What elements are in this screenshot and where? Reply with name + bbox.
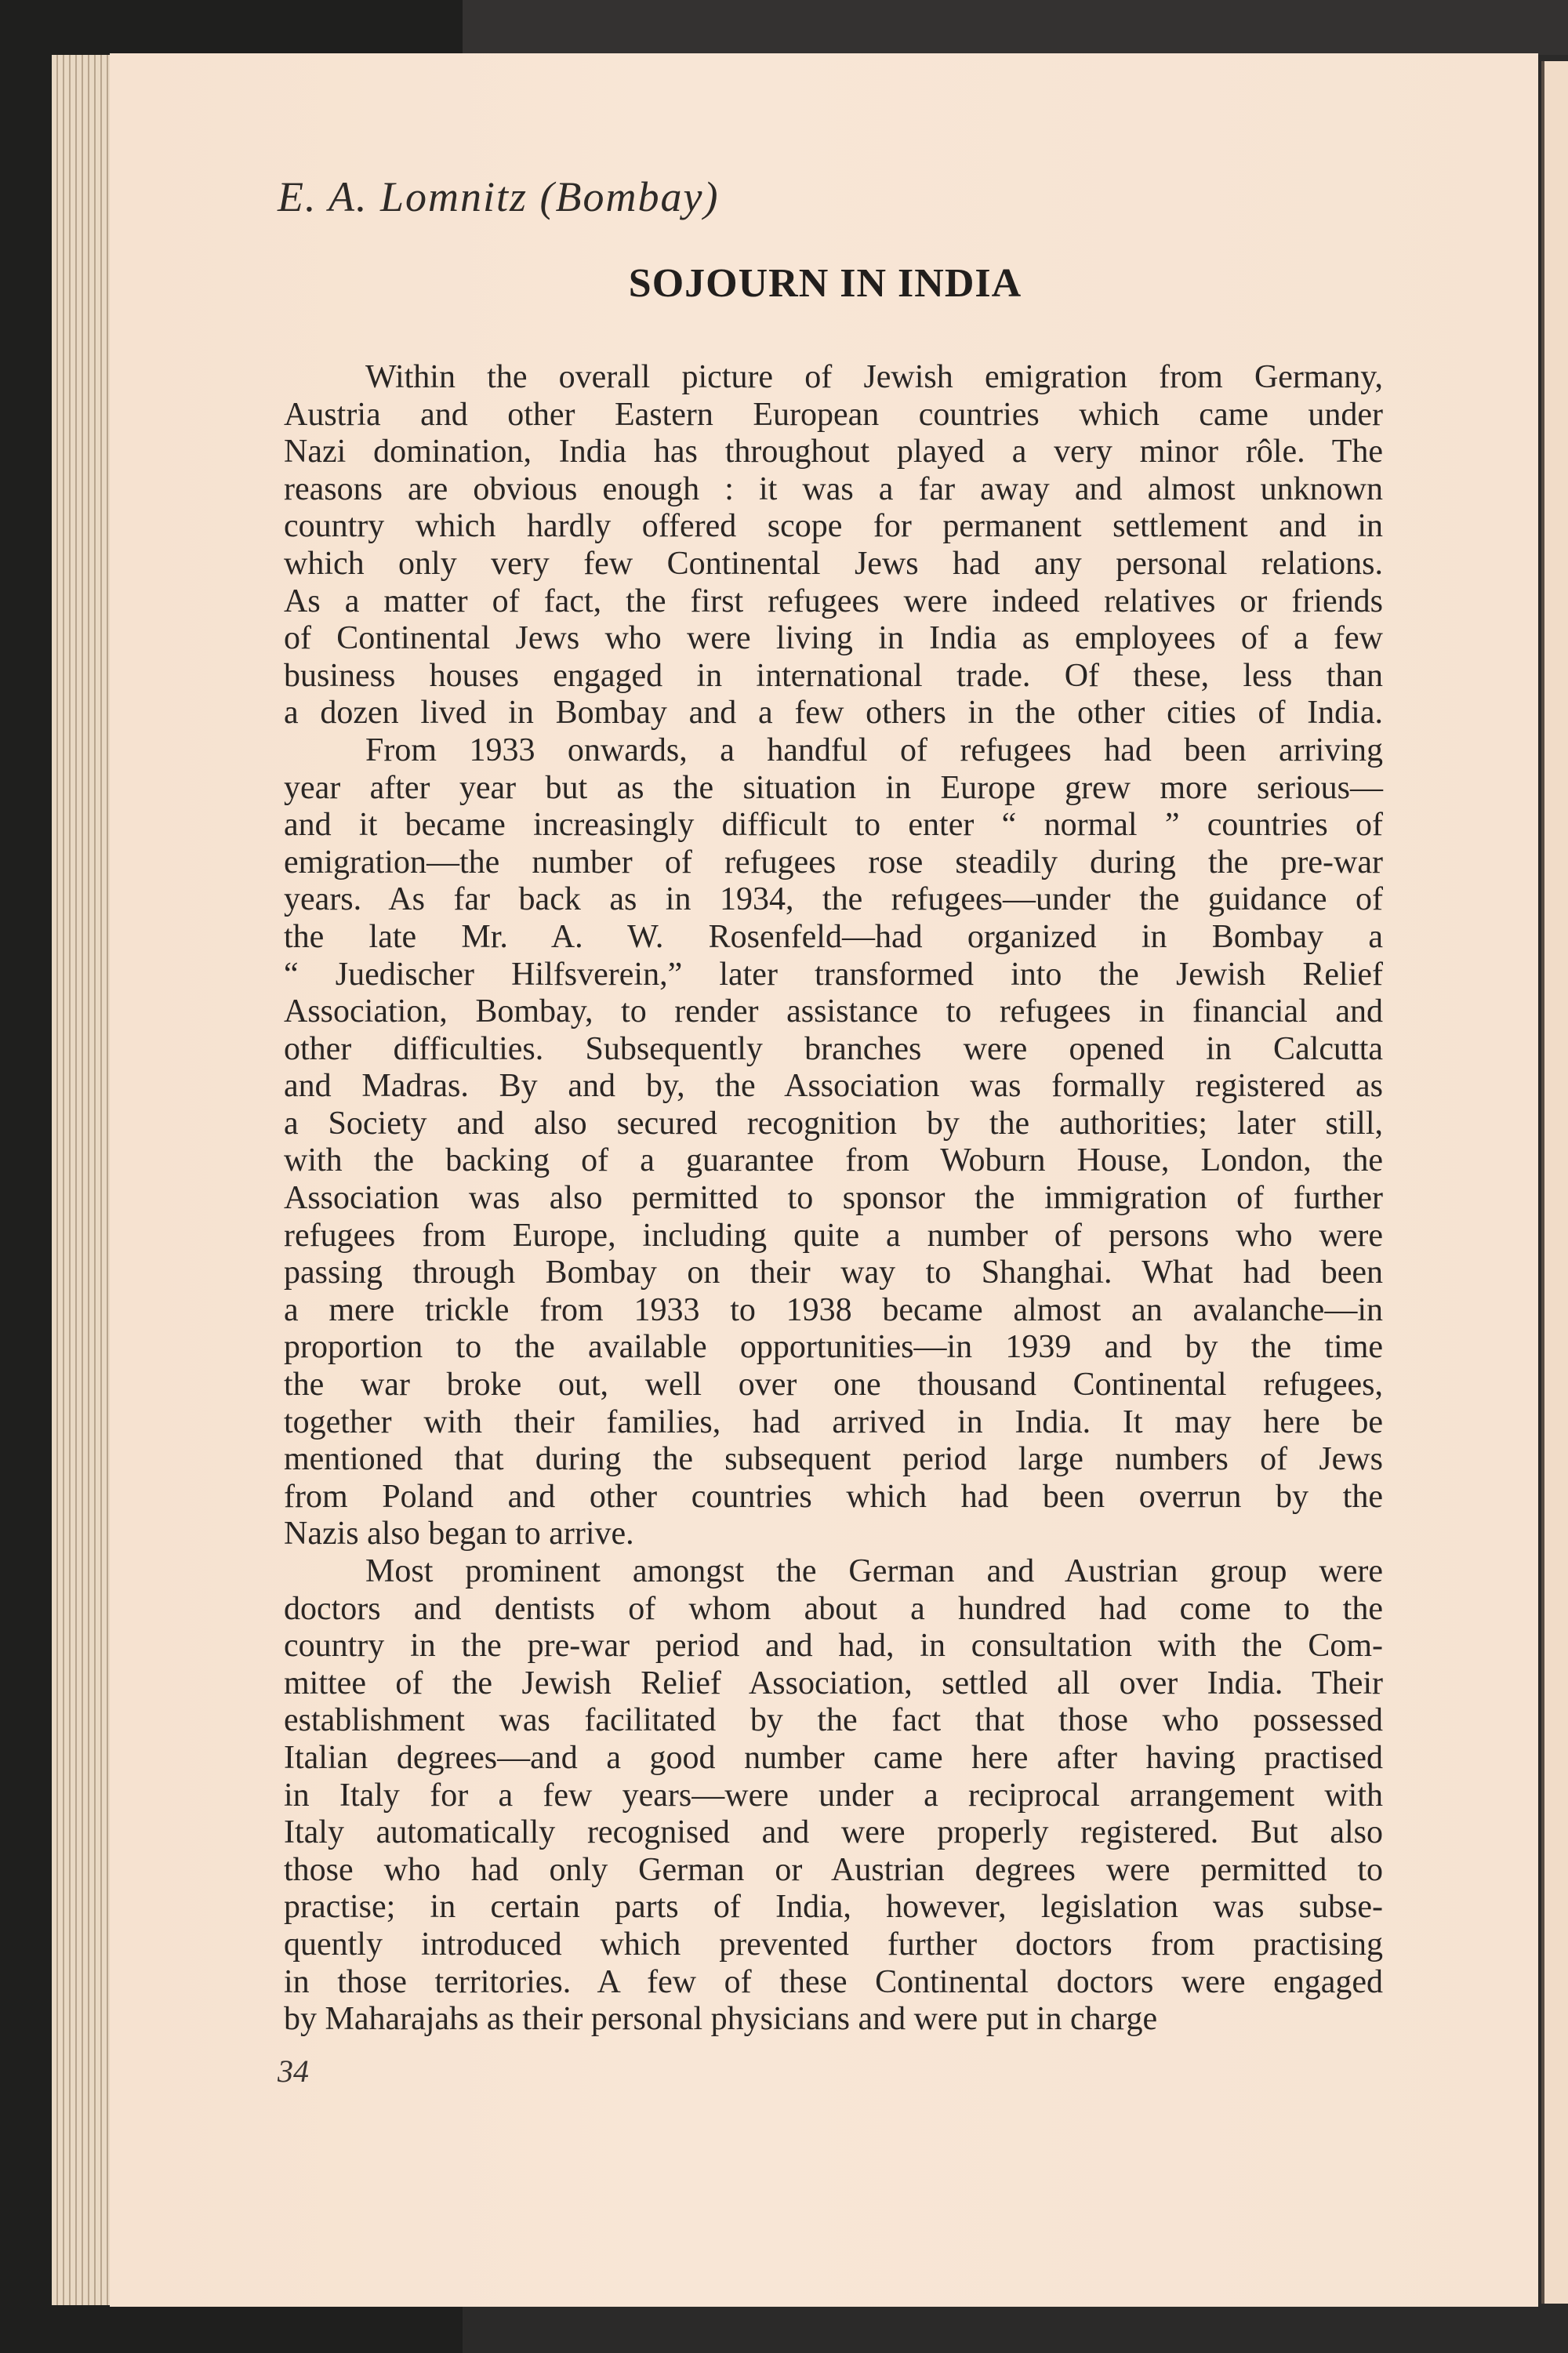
text-line: Nazis also began to arrive. <box>284 1516 634 1552</box>
text-line: mittee of the Jewish Relief Association, settled all over India. Their <box>284 1665 1383 1701</box>
text-line: Most prominent amongst the German and Austrian group were <box>365 1553 1383 1589</box>
text-line: by Maharajahs as their personal physicians and were put in charge <box>284 2001 1158 2038</box>
text-line: country in the pre-war period and had, in consultation with the Com- <box>284 1628 1383 1665</box>
background-top <box>463 0 1568 55</box>
text-line: a dozen lived in Bombay and a few others in the other cities of India. <box>284 695 1383 732</box>
text-line: from Poland and other countries which had been overrun by the <box>284 1478 1383 1515</box>
text-line: the late Mr. A. W. Rosenfeld—had organized in Bombay a <box>284 918 1383 955</box>
text-line: other difficulties. Subsequently branches were opened in Calcutta <box>284 1030 1383 1067</box>
text-line: refugees from Europe, including quite a number of persons who were <box>284 1217 1383 1254</box>
article-body <box>284 359 1383 2039</box>
text-line: Italian degrees—and a good number came here after having practised <box>284 1739 1383 1776</box>
text-line: Association was also permitted to sponsor the immigration of further <box>284 1180 1383 1217</box>
page-number: 34 <box>278 2053 309 2089</box>
text-line: together with their families, had arrived in India. It may here be <box>284 1403 1383 1440</box>
text-line: Austria and other Eastern European countries which came under <box>284 396 1383 433</box>
text-line: year after year but as the situation in Europe grew more serious— <box>284 769 1383 806</box>
text-line: practise; in certain parts of India, however, legislation was subse- <box>284 1889 1383 1926</box>
facing-page-edge <box>1541 61 1568 2304</box>
text-line: Within the overall picture of Jewish emigration from Germany, <box>365 359 1383 395</box>
text-line: establishment was facilitated by the fact that those who possessed <box>284 1702 1383 1739</box>
text-line: in Italy for a few years—were under a reciprocal arrangement with <box>284 1777 1383 1814</box>
text-line: of Continental Jews who were living in India as employees of a few <box>284 620 1383 657</box>
text-line: reasons are obvious enough : it was a far away and almost unknown <box>284 470 1383 507</box>
text-line: Italy automatically recognised and were properly registered. But also <box>284 1814 1383 1851</box>
text-line: a mere trickle from 1933 to 1938 became almost an avalanche—in <box>284 1291 1383 1328</box>
text-line: Association, Bombay, to render assistance to refugees in financial and <box>284 993 1383 1030</box>
text-line: passing through Bombay on their way to Shanghai. What had been <box>284 1255 1383 1291</box>
text-line: the war broke out, well over one thousand Continental refugees, <box>284 1367 1383 1403</box>
text-line: mentioned that during the subsequent period large numbers of Jews <box>284 1441 1383 1478</box>
text-line: in those territories. A few of these Continental doctors were engaged <box>284 1963 1383 2000</box>
text-line: country which hardly offered scope for permanent settlement and in <box>284 508 1383 545</box>
paragraph <box>284 1553 1383 2039</box>
text-line: As a matter of fact, the first refugees were indeed relatives or friends <box>284 583 1383 619</box>
text-line: Nazi domination, India has throughout played a very minor rôle. The <box>284 434 1383 470</box>
text-line: which only very few Continental Jews had any personal relations. <box>284 545 1383 582</box>
text-line: years. As far back as in 1934, the refugees—under the guidance of <box>284 881 1383 918</box>
paragraph <box>284 359 1383 732</box>
text-line: “ Juedischer Hilfsverein,” later transformed into the Jewish Relief <box>284 956 1383 993</box>
text-line: and Madras. By and by, the Association was formally registered as <box>284 1068 1383 1105</box>
author-byline: E. A. Lomnitz (Bombay) <box>278 173 720 220</box>
article-title: SOJOURN IN INDIA <box>628 261 1022 306</box>
paragraph <box>284 732 1383 1553</box>
text-line: quently introduced which prevented further doctors from practising <box>284 1926 1383 1963</box>
text-line: From 1933 onwards, a handful of refugees had been arriving <box>365 732 1383 768</box>
text-line: business houses engaged in international trade. Of these, less than <box>284 657 1383 694</box>
text-line: proportion to the available opportunities—in 1939 and by the time <box>284 1329 1383 1366</box>
text-line: those who had only German or Austrian degrees were permitted to <box>284 1851 1383 1888</box>
text-line: emigration—the number of refugees rose steadily during the pre-war <box>284 844 1383 881</box>
text-line: doctors and dentists of whom about a hundred had come to the <box>284 1590 1383 1627</box>
text-line: a Society and also secured recognition by the authorities; later still, <box>284 1105 1383 1142</box>
text-line: and it became increasingly difficult to enter “ normal ” countries of <box>284 807 1383 844</box>
text-line: with the backing of a guarantee from Woburn House, London, the <box>284 1142 1383 1179</box>
